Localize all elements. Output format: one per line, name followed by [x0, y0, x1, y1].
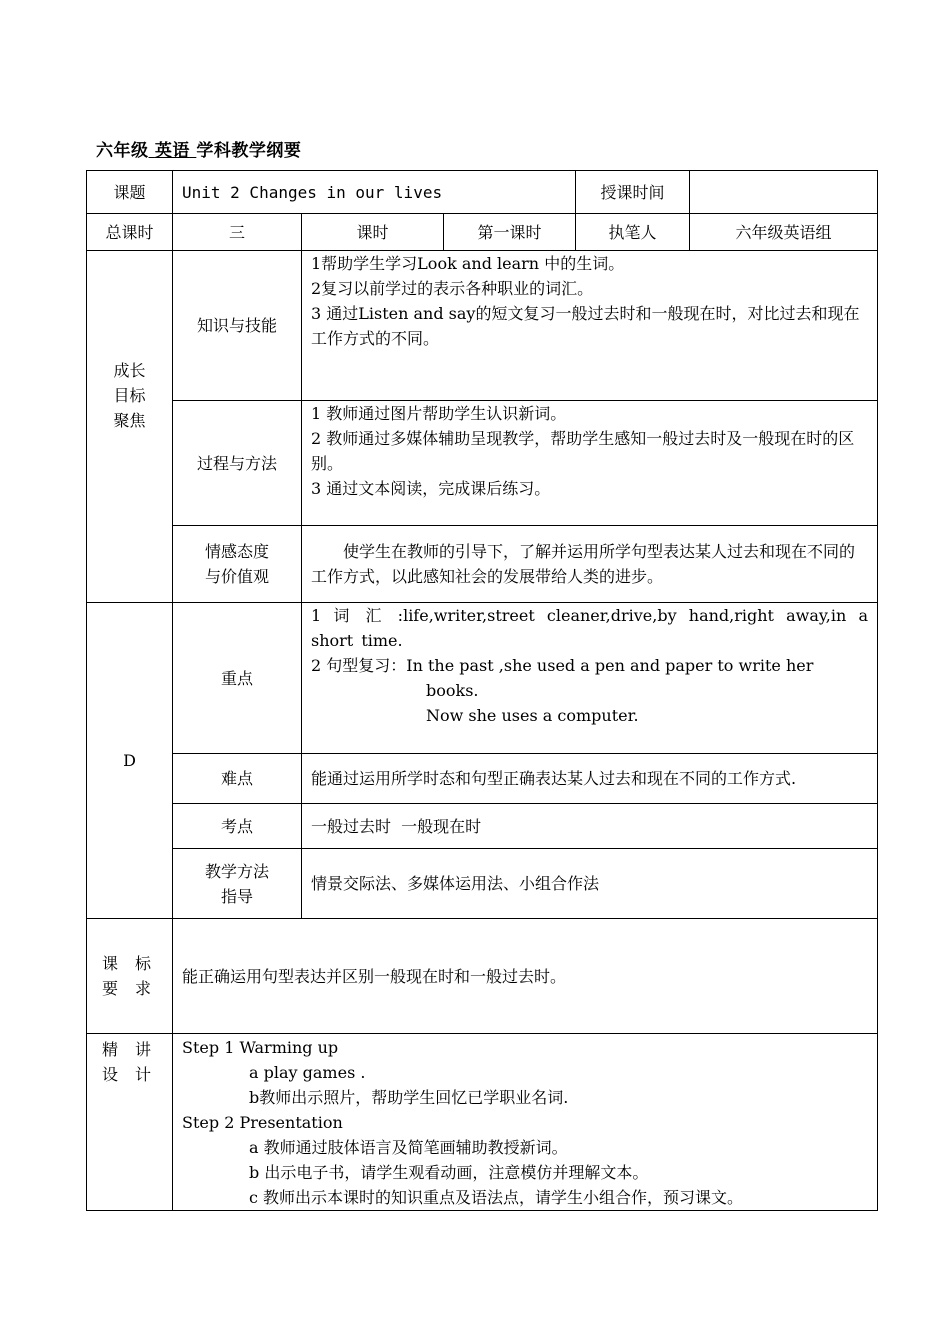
step2-item-c: c 教师出示本课时的知识重点及语法点，请学生小组合作，预习课文。 — [249, 1188, 744, 1207]
lesson-label: 课时 — [302, 214, 444, 251]
step1-item-b: b教师出示照片，帮助学生回忆已学职业名词. — [249, 1088, 569, 1107]
title-subject: 英语 — [154, 141, 190, 161]
goals-label: 成长 目标 聚焦 — [87, 251, 173, 603]
method-content: 情景交际法、多媒体运用法、小组合作法 — [302, 849, 878, 919]
row-standard — [87, 919, 878, 1034]
key-points-line-4: Now she uses a computer. — [426, 706, 639, 725]
emotion-label: 情感态度 与价值观 — [173, 526, 302, 603]
row-process — [87, 401, 878, 526]
key-points-label: 重点 — [173, 603, 302, 754]
key-points-line-1: 1 词 汇 :life,writer,street cleaner,drive,by hand,right away,in a short time. — [311, 606, 868, 650]
time-value — [690, 171, 878, 214]
time-label: 授课时间 — [576, 171, 690, 214]
step2-title: Step 2 Presentation — [182, 1113, 343, 1132]
row-topic — [87, 171, 878, 214]
author-value: 六年级英语组 — [690, 214, 878, 251]
step2-item-b: b 出示电子书，请学生观看动画，注意模仿并理解文本。 — [249, 1163, 649, 1182]
key-points-line-3: books. — [426, 681, 479, 700]
key-points-content — [302, 603, 878, 754]
row-knowledge — [87, 251, 878, 401]
topic-value: Unit 2 Changes in our lives — [173, 171, 576, 214]
title-grade: 六年级 — [96, 141, 149, 161]
row-method — [87, 849, 878, 919]
total-hours-label: 总课时 — [87, 214, 173, 251]
title-suffix: 学科教学纲要 — [196, 141, 302, 161]
lesson-plan-table — [86, 170, 878, 1211]
step2-item-a: a 教师通过肢体语言及简笔画辅助教授新词。 — [249, 1138, 568, 1157]
row-emotion — [87, 526, 878, 603]
step1-item-a: a play games . — [249, 1063, 366, 1082]
knowledge-line-1: 1帮助学生学习Look and learn 中的生词。 — [311, 254, 625, 273]
process-label: 过程与方法 — [173, 401, 302, 526]
lesson-value: 第一课时 — [444, 214, 576, 251]
process-line-3: 3 通过文本阅读，完成课后练习。 — [311, 479, 551, 498]
process-line-1: 1 教师通过图片帮助学生认识新词。 — [311, 404, 567, 423]
test-points-label: 考点 — [173, 804, 302, 849]
standard-label: 课 标 要 求 — [87, 919, 173, 1034]
key-points-line-2: 2 句型复习：In the past ,she used a pen and paper to write her — [311, 656, 814, 675]
process-line-2: 2 教师通过多媒体辅助呈现教学，帮助学生感知一般过去时及一般现在时的区别。 — [311, 429, 855, 473]
design-content — [173, 1034, 878, 1211]
page-title — [96, 136, 301, 161]
method-label: 教学方法 指导 — [173, 849, 302, 919]
topic-label: 课题 — [87, 171, 173, 214]
row-hours — [87, 214, 878, 251]
row-difficulty — [87, 754, 878, 804]
difficulty-label: 难点 — [173, 754, 302, 804]
row-key-points — [87, 603, 878, 754]
step1-title: Step 1 Warming up — [182, 1038, 339, 1057]
test-points-content: 一般过去时 一般现在时 — [302, 804, 878, 849]
design-label: 精 讲 设 计 — [87, 1034, 173, 1211]
knowledge-line-2: 2复习以前学过的表示各种职业的词汇。 — [311, 279, 594, 298]
difficulty-content: 能通过运用所学时态和句型正确表达某人过去和现在不同的工作方式. — [302, 754, 878, 804]
author-label: 执笔人 — [576, 214, 690, 251]
process-content — [302, 401, 878, 526]
standard-content: 能正确运用句型表达并区别一般现在时和一般过去时。 — [173, 919, 878, 1034]
total-hours-value: 三 — [173, 214, 302, 251]
knowledge-line-3: 3 通过Listen and say的短文复习一般过去时和一般现在时，对比过去和现在工作方式的不同。 — [311, 304, 860, 348]
emotion-content: 使学生在教师的引导下，了解并运用所学句型表达某人过去和现在不同的工作方式，以此感知社会的发展带给人类的进步。 — [302, 526, 878, 603]
row-design — [87, 1034, 878, 1211]
d-section-label: D — [87, 603, 173, 919]
knowledge-label: 知识与技能 — [173, 251, 302, 401]
knowledge-content — [302, 251, 878, 401]
row-test-points — [87, 804, 878, 849]
